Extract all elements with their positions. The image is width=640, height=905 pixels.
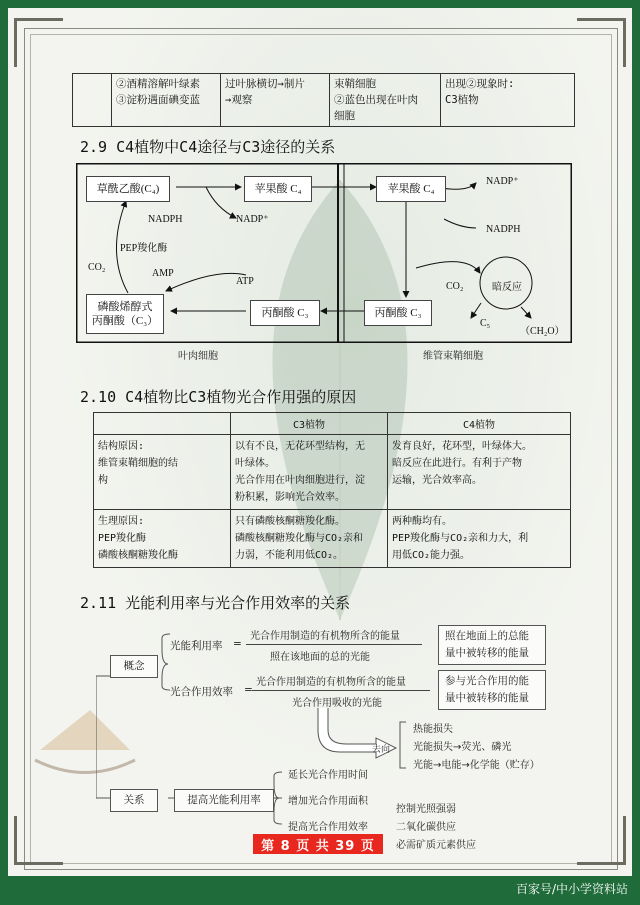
brand-watermark: 百家号/中小学资料站 [515,882,628,896]
label: 暗反应 [492,282,522,293]
table-cell: 生理原因: PEP羧化酶 磷酸核酮糖羧化酶 [94,510,231,568]
list-item: 光能→电能→化学能（贮存） [413,760,540,771]
caption: 维管束鞘细胞 [423,351,483,362]
meaning-box: 照在地面上的总能 量中被转移的能量 [438,625,546,665]
concept-box: 概念 [110,655,158,678]
corner-ornament [577,18,626,67]
list-item: 热能损失 [413,724,453,735]
fraction-denominator: 光合作用吸收的光能 [292,698,382,709]
improve-box: 提高光能利用率 [174,789,274,812]
fraction-numerator: 光合作用制造的有机物所含的能量 [256,677,406,688]
oaa-box: 草酰乙酸(C₄) [86,176,170,202]
list-item: 控制光照强弱 [396,804,456,815]
corner-ornament [577,816,626,865]
top-table [72,73,575,127]
comparison-table [93,412,571,568]
column-header: C3植物 [231,413,388,435]
label: AMP [152,268,174,279]
list-item: 必需矿质元素供应 [396,840,476,851]
fraction-line [252,690,430,691]
label: NADP⁺ [486,176,519,187]
corner-ornament [14,816,63,865]
table-cell: 只有磷酸核酮糖羧化酶。 磷酸核酮糖羧化酶与CO₂亲和 力弱，不能利用低CO₂。 [231,510,388,568]
fraction-denominator: 照在该地面的总的光能 [270,652,370,663]
label: = [244,684,253,696]
corner-ornament [14,18,63,67]
label: NADP⁺ [236,214,269,225]
caption: 叶肉细胞 [178,351,218,362]
table-cell: 过叶脉横切→制片 →观察 [221,74,330,127]
pep-box: 磷酸烯醇式 丙酮酸（C₃） [86,294,164,334]
list-item: 增加光合作用面积 [288,796,368,807]
relation-box: 关系 [110,789,158,812]
pyruvate-box: 丙酮酸 C₃ [250,300,320,326]
table-cell: 出现②现象时: C3植物 [441,74,575,127]
table-cell: 束鞘细胞 ②蓝色出现在叶肉 细胞 [330,74,441,127]
table-cell: 两种酶均有。 PEP羧化酶与CO₂亲和力大，利 用低CO₂能力强。 [388,510,571,568]
label: C₅ [480,318,491,329]
section-heading: 2.10 C4植物比C3植物光合作用强的原因 [80,388,357,406]
label: 光能利用率 [170,640,223,652]
label: 光合作用效率 [170,686,233,698]
list-item: 提高光合作用效率 [288,822,368,833]
label: （CH₂O） [520,326,565,337]
table-cell: 发育良好，花环型，叶绿体大。 暗反应在此进行。有利于产物 运输，光合效率高。 [388,435,571,510]
list-item: 光能损失→荧光、磷光 [413,742,512,753]
table-cell: ②酒精溶解叶绿素 ③淀粉遇面碘变蓝 [112,74,221,127]
list-item: 延长光合作用时间 [288,770,368,781]
section-heading: 2.9 C4植物中C4途径与C3途径的关系 [80,138,336,156]
malate-box: 苹果酸 C₄ [244,176,312,202]
label: PEP羧化酶 [120,243,168,254]
list-item: 二氧化碳供应 [396,822,456,833]
table-cell: 结构原因: 维管束鞘细胞的结 构 [94,435,231,510]
table-cell: 以有不良，无花环型结构，无 叶绿体。 光合作用在叶肉细胞进行，淀 粉积累，影响光合效率。 [231,435,388,510]
meaning-box: 参与光合作用的能 量中被转移的能量 [438,670,546,710]
label: ATP [236,276,254,287]
label: CO₂ [446,281,464,292]
column-header: C4植物 [388,413,571,435]
label: NADPH [486,224,521,235]
label: 去向 [372,745,391,755]
label: = [233,638,242,650]
page-number: 第 8 页 共 39 页 [253,834,383,854]
malate-box: 苹果酸 C₄ [376,176,446,202]
fraction-line [246,644,422,645]
fraction-numerator: 光合作用制造的有机物所含的能量 [250,631,400,642]
label: NADPH [148,214,183,225]
section-heading: 2.11 光能利用率与光合作用效率的关系 [80,594,351,612]
label: CO₂ [88,262,106,273]
pyruvate-box: 丙酮酸 C₃ [364,300,432,326]
